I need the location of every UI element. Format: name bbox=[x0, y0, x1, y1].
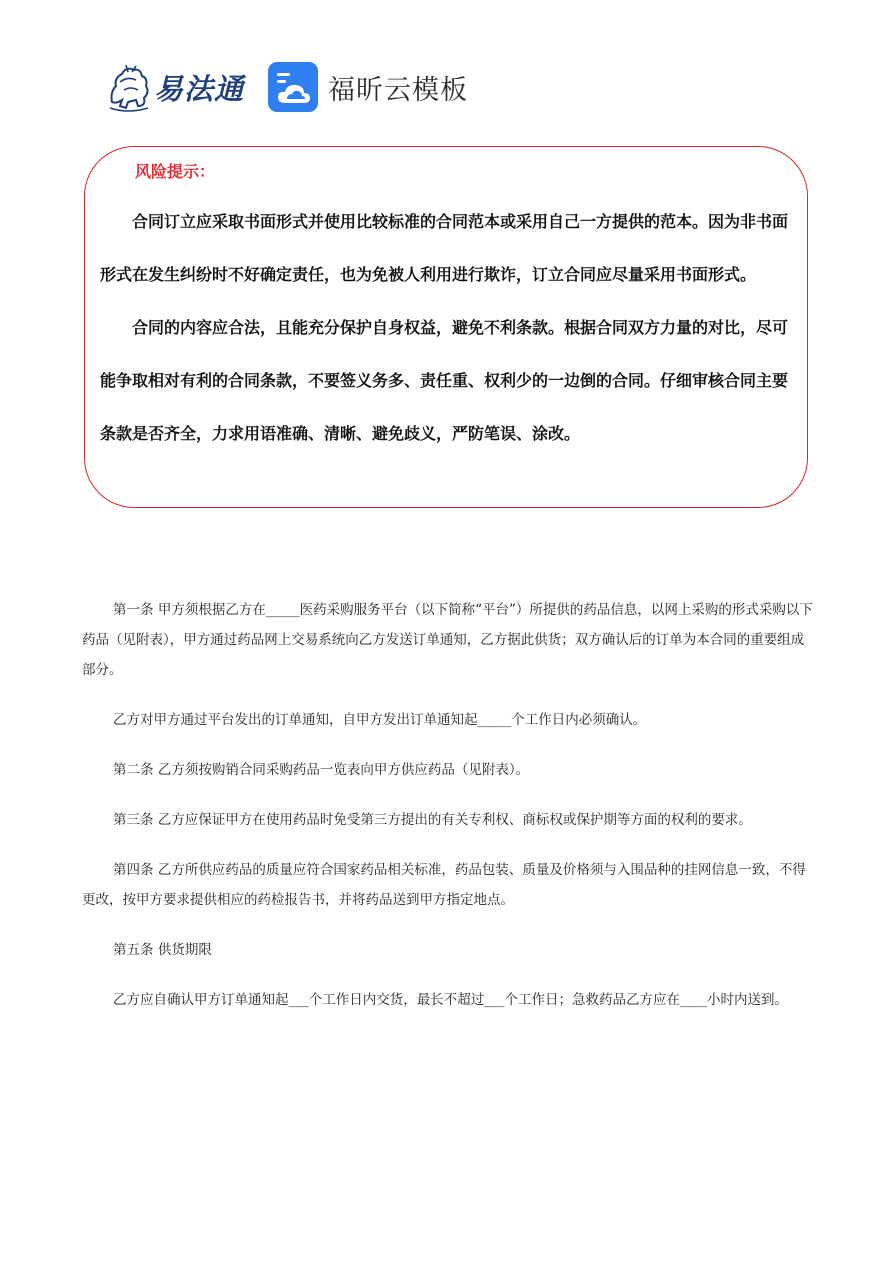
contract-paragraph: 第五条 供货期限 bbox=[113, 942, 212, 958]
risk-paragraph: 合同订立应采取书面形式并使用比较标准的合同范本或采用自己一方提供的范本。因为非书面形式在发生纠纷时不好确定责任，也为免被人利用进行欺诈，订立合同应尽量采用书面形式。 bbox=[100, 212, 789, 284]
risk-paragraph: 合同的内容应合法，且能充分保护自身权益，避免不利条款。根据合同双方力量的对比，尽可能争取相对有利的合同条款，不要签义务多、责任重、权利少的一边倒的合同。仔细审核合同主要条款是否齐全，力求用语准确、清晰、避免歧义，严防笔误、涂改。 bbox=[100, 318, 789, 443]
risk-warning-box bbox=[84, 146, 808, 508]
header-logos bbox=[106, 62, 468, 112]
yifatong-logo-text: 易法通 bbox=[154, 71, 245, 106]
contract-paragraph: 第三条 乙方应保证甲方在使用药品时免受第三方提出的有关专利权、商标权或保护期等方面的权利的要求。 bbox=[113, 812, 752, 828]
contract-body bbox=[82, 595, 814, 1035]
risk-warning-title: 风险提示： bbox=[135, 162, 216, 181]
cloud-document-icon bbox=[268, 62, 318, 112]
contract-paragraph: 乙方应自确认甲方订单通知起___个工作日内交货，最长不超过___个工作日；急救药品乙方应在____小时内送到。 bbox=[113, 992, 789, 1008]
risk-warning-body bbox=[100, 195, 796, 460]
contract-paragraph: 第一条 甲方须根据乙方在_____医药采购服务平台（以下简称“平台”）所提供的药品信息，以网上采购的形式采购以下药品（见附表），甲方通过药品网上交易系统向乙方发送订单通知，乙方据此供货；双方确认后的订单为本合同的重要组成部分。 bbox=[82, 602, 813, 678]
contract-paragraph: 第二条 乙方须按购销合同采购药品一览表向甲方供应药品（见附表）。 bbox=[113, 762, 530, 778]
foxit-template-logo bbox=[268, 62, 468, 112]
qilin-icon bbox=[106, 62, 152, 112]
contract-paragraph: 乙方对甲方通过平台发出的订单通知，自甲方发出订单通知起_____个工作日内必须确认。 bbox=[113, 712, 647, 728]
foxit-template-logo-text: 福昕云模板 bbox=[328, 74, 469, 106]
yifatong-logo bbox=[106, 62, 244, 112]
contract-paragraph: 第四条 乙方所供应药品的质量应符合国家药品相关标准，药品包装、质量及价格须与入围品种的挂网信息一致，不得更改，按甲方要求提供相应的药检报告书，并将药品送到甲方指定地点。 bbox=[82, 862, 806, 908]
